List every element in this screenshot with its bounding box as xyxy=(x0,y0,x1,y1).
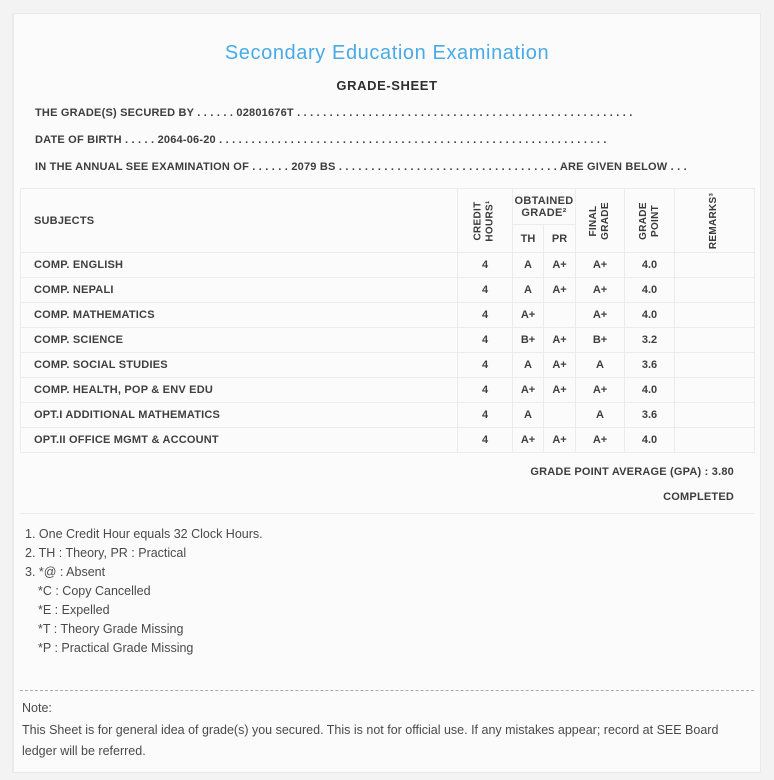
cell-final: B+ xyxy=(576,328,625,353)
cell-final: A+ xyxy=(576,278,625,303)
cell-gp: 4.0 xyxy=(625,278,675,303)
table-row xyxy=(21,303,755,328)
col-header-obtained-grade xyxy=(513,189,576,225)
info-line-dob xyxy=(35,134,754,146)
dot-leader: . . . . . . xyxy=(197,107,234,119)
cell-th: A+ xyxy=(513,303,544,328)
cell-pr: A+ xyxy=(544,253,576,278)
cell-credit: 4 xyxy=(458,378,513,403)
cell-gp: 4.0 xyxy=(625,303,675,328)
cell-credit: 4 xyxy=(458,403,513,428)
table-row xyxy=(21,253,755,278)
cell-th: A+ xyxy=(513,428,544,453)
cell-gp: 4.0 xyxy=(625,428,675,453)
footnote-item: 1. One Credit Hour equals 32 Clock Hours. xyxy=(25,527,263,541)
cell-credit: 4 xyxy=(458,328,513,353)
col-header-final-line2: GRADE xyxy=(600,201,611,240)
dot-leader: . . . . . . xyxy=(252,161,289,173)
cell-th: A xyxy=(513,403,544,428)
dot-leader: . . . xyxy=(670,161,687,173)
note-text: This Sheet is for general idea of grade(s) you secured. This is not for official use. If any mistakes appear; record at SEE Board ledger will be referred. xyxy=(22,723,719,758)
cell-th: A xyxy=(513,353,544,378)
info-label: IN THE ANNUAL SEE EXAMINATION OF xyxy=(35,161,249,173)
gpa-line: GRADE POINT AVERAGE (GPA) : 3.80 xyxy=(530,466,734,478)
cell-final: A+ xyxy=(576,303,625,328)
note-label: Note: xyxy=(22,701,52,715)
col-header-credit-hours xyxy=(458,189,513,253)
dot-leader: . . . . . xyxy=(125,134,155,146)
col-header-obtained-line1: OBTAINED xyxy=(514,194,574,207)
cell-final: A+ xyxy=(576,378,625,403)
date-of-birth: 2064-06-20 xyxy=(157,134,216,146)
page-subtitle: GRADE-SHEET xyxy=(336,78,438,93)
cell-th: A xyxy=(513,278,544,303)
cell-remarks xyxy=(675,328,755,353)
cell-pr: A+ xyxy=(544,328,576,353)
info-line-exam-year xyxy=(35,161,754,173)
cell-final: A+ xyxy=(576,253,625,278)
cell-remarks xyxy=(675,403,755,428)
cell-subject: OPT.II OFFICE MGMT & ACCOUNT xyxy=(21,428,458,453)
cell-credit: 4 xyxy=(458,303,513,328)
cell-final: A xyxy=(576,403,625,428)
cell-gp: 4.0 xyxy=(625,253,675,278)
cell-final: A xyxy=(576,353,625,378)
info-label: DATE OF BIRTH xyxy=(35,134,122,146)
summary-block xyxy=(20,453,754,514)
cell-pr xyxy=(544,303,576,328)
cell-subject: COMP. ENGLISH xyxy=(21,253,458,278)
candidate-info xyxy=(35,107,754,173)
cell-remarks xyxy=(675,278,755,303)
col-header-credit-line2: HOURS¹ xyxy=(485,199,496,242)
col-header-credit-line1: CREDIT xyxy=(473,200,484,241)
cell-remarks xyxy=(675,378,755,403)
cell-th: A+ xyxy=(513,378,544,403)
cell-subject: COMP. SOCIAL STUDIES xyxy=(21,353,458,378)
dot-leader: . . . . . . . . . . . . . . . . . . . . . . . . . . . . . . . . . . xyxy=(338,161,557,173)
cell-subject: COMP. NEPALI xyxy=(21,278,458,303)
grade-sheet-card xyxy=(13,13,761,773)
col-header-obtained-line2: GRADE² xyxy=(521,206,567,219)
symbol-number: 02801676T xyxy=(236,107,294,119)
cell-pr: A+ xyxy=(544,378,576,403)
cell-remarks xyxy=(675,253,755,278)
col-header-final-grade xyxy=(576,189,625,253)
cell-pr xyxy=(544,403,576,428)
footnote-item: 3. *@ : Absent xyxy=(25,565,106,579)
grade-table-body xyxy=(21,253,755,453)
dot-leader: . . . . . . . . . . . . . . . . . . . . . . . . . . . . . . . . . . . . . . . . . . . . . . . . . . . . xyxy=(297,107,633,119)
table-row xyxy=(21,428,755,453)
cell-subject: COMP. HEALTH, POP & ENV EDU xyxy=(21,378,458,403)
cell-remarks xyxy=(675,303,755,328)
col-header-final-line1: FINAL xyxy=(588,205,599,236)
cell-subject: COMP. MATHEMATICS xyxy=(21,303,458,328)
col-header-th: TH xyxy=(513,225,544,253)
footnote-subitem: *P : Practical Grade Missing xyxy=(38,641,194,655)
table-row xyxy=(21,328,755,353)
col-header-pr: PR xyxy=(544,225,576,253)
cell-pr: A+ xyxy=(544,428,576,453)
cell-credit: 4 xyxy=(458,428,513,453)
col-header-gp-line2: POINT xyxy=(649,204,661,237)
cell-remarks xyxy=(675,353,755,378)
cell-th: A xyxy=(513,253,544,278)
info-label: THE GRADE(S) SECURED BY xyxy=(35,107,195,119)
footnote-subitem: *T : Theory Grade Missing xyxy=(38,622,184,636)
cell-pr: A+ xyxy=(544,278,576,303)
table-row xyxy=(21,353,755,378)
dot-leader: . . . . . . . . . . . . . . . . . . . . . . . . . . . . . . . . . . . . . . . . . . . . . . . . . . . . . . . . . . . . xyxy=(219,134,607,146)
cell-pr: A+ xyxy=(544,353,576,378)
cell-gp: 4.0 xyxy=(625,378,675,403)
col-header-remarks xyxy=(675,189,755,253)
cell-gp: 3.6 xyxy=(625,353,675,378)
info-suffix: ARE GIVEN BELOW xyxy=(559,161,668,173)
footnote-subitem: *C : Copy Cancelled xyxy=(38,584,151,598)
footnotes xyxy=(20,514,754,658)
grades-table xyxy=(20,188,755,453)
cell-gp: 3.2 xyxy=(625,328,675,353)
footnote-item: 2. TH : Theory, PR : Practical xyxy=(25,546,187,560)
col-header-subjects: SUBJECTS xyxy=(21,189,458,253)
cell-credit: 4 xyxy=(458,253,513,278)
result-status: COMPLETED xyxy=(663,491,734,503)
exam-year: 2079 BS xyxy=(291,161,336,173)
cell-gp: 3.6 xyxy=(625,403,675,428)
col-header-remarks-label: REMARKS³ xyxy=(708,192,720,249)
cell-credit: 4 xyxy=(458,353,513,378)
footnote-subitem: *E : Expelled xyxy=(38,603,110,617)
col-header-grade-point xyxy=(625,189,675,253)
info-line-symbol xyxy=(35,107,754,119)
cell-subject: COMP. SCIENCE xyxy=(21,328,458,353)
col-header-gp-line1: GRADE xyxy=(637,201,649,240)
table-row xyxy=(21,403,755,428)
cell-subject: OPT.I ADDITIONAL MATHEMATICS xyxy=(21,403,458,428)
cell-final: A+ xyxy=(576,428,625,453)
note-section xyxy=(20,690,754,762)
table-row xyxy=(21,278,755,303)
page-title: Secondary Education Examination xyxy=(224,42,550,64)
cell-th: B+ xyxy=(513,328,544,353)
cell-credit: 4 xyxy=(458,278,513,303)
cell-remarks xyxy=(675,428,755,453)
table-row xyxy=(21,378,755,403)
